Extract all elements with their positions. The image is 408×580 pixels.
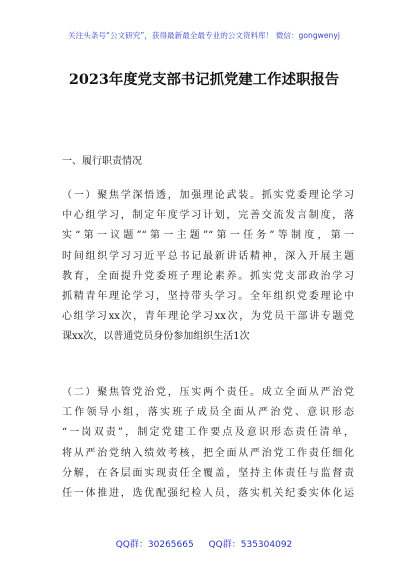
paragraph-line: 时间组织学习习近平总书记最新讲话精神，深入开展主题 xyxy=(62,250,354,262)
paragraph-1 xyxy=(62,186,354,348)
qq-group-1: QQ群：30265665 xyxy=(115,540,194,550)
paragraph-line: 教育，全面提升党委班子理论素养。抓实党支部政治学习 xyxy=(62,270,354,282)
paragraph-line: 心组学习xx次，青年理论学习xx次，为党员干部讲专题党 xyxy=(62,311,354,323)
paragraph-line: 课xx次，以普通党员身份参加组织生活1次 xyxy=(62,331,250,343)
paragraph-line: 任一体推进，选优配强纪检人员，落实机关纪委实体化运 xyxy=(62,487,354,499)
paragraph-line: 工作领导小组，落实班子成员全面从严治党、意识形态 xyxy=(62,407,354,419)
document-title: 2023年度党支部书记抓党建工作述职报告 xyxy=(68,71,340,88)
section-heading-1: 一、履行职责情况 xyxy=(62,156,142,167)
paragraph-line: 抓精青年理论学习，坚持带头学习。全年组织党委理论中 xyxy=(62,290,354,302)
qq-group-2: QQ群：535304092 xyxy=(208,540,293,550)
paragraph-line: “一岗双责”，制定党建工作要点及意识形态责任清单， xyxy=(62,427,354,439)
paragraph-line: 分解，在各层面实现责任全覆盖，坚持主体责任与监督责 xyxy=(62,467,354,479)
paragraph-line: 实“第一议题”“第一主题”“第一任务”等制度，第一 xyxy=(62,230,354,242)
paragraph-line: 中心组学习，制定年度学习计划，完善交流发言制度，落 xyxy=(62,210,354,222)
bottom-banner xyxy=(0,537,408,550)
paragraph-line: （一）聚焦学深悟透，加强理论武装。抓实党委理论学习 xyxy=(62,190,354,201)
paragraph-2 xyxy=(62,383,354,504)
paragraph-line: （二）聚焦管党治党，压实两个责任。成立全面从严治党 xyxy=(62,387,354,398)
paragraph-line: 将从严治党纳入绩效考核，把全面从严治党工作责任细化 xyxy=(62,447,354,459)
top-banner: 关注头条号“公文研究”，获得最新最全最专业的公文资料库！ 微信：gongwenyj xyxy=(68,31,340,40)
